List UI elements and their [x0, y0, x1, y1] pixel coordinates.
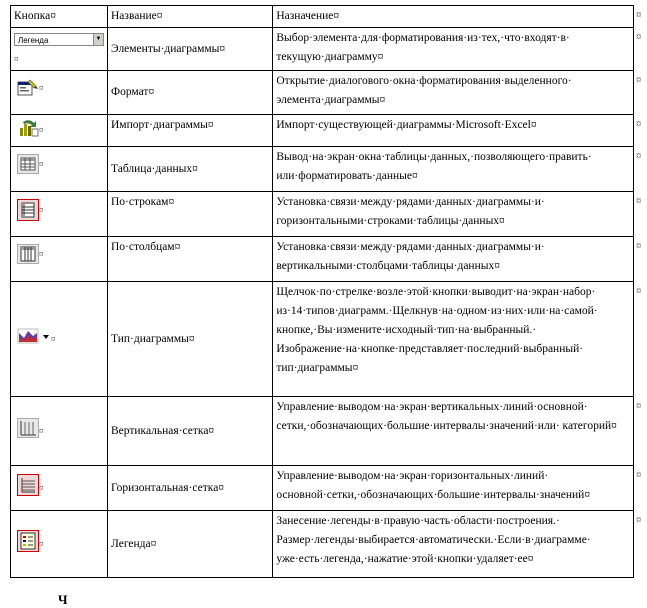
icon-cell: [11, 147, 108, 192]
table-row: [11, 237, 647, 282]
row-end-mark: ¤: [636, 118, 642, 130]
header-button: Кнопка¤: [11, 6, 108, 28]
row-end-mark: ¤: [636, 240, 642, 252]
button-name: Горизонтальная·сетка¤: [108, 466, 273, 511]
buttons-table: [10, 5, 647, 578]
table-row: [11, 71, 647, 115]
cell-mark: ¤: [51, 333, 56, 344]
icon-cell: [11, 192, 108, 237]
table-row: [11, 397, 647, 466]
icon-cell: [11, 71, 108, 115]
horizontal-grid-icon[interactable]: [17, 474, 39, 503]
button-purpose: Щелчок·по·стрелке·возле·этой·кнопки·выводит·на·экран·набор· из·14·типов·диаграмм.·Щелкнув·на·одном·из·них·или·на·самой· кнопке,·Вы·измените·исходный·тип·на·выбранный.· Изображение·на·кнопке·представляет·последний·выбранный· тип·диаграммы¤: [273, 282, 634, 397]
button-purpose: Открытие·диалогового·окна·форматирования·выделенного· элемента·диаграммы¤: [273, 71, 634, 115]
icon-cell: [11, 511, 108, 578]
row-end-mark: ¤: [636, 514, 642, 526]
chevron-down-icon: ▼: [93, 34, 103, 45]
button-name: Импорт·диаграммы¤: [108, 115, 273, 147]
icon-cell: [11, 237, 108, 282]
row-end-mark: ¤: [636, 285, 642, 297]
table-row: [11, 466, 647, 511]
cell-mark: ¤: [39, 205, 44, 216]
legend-icon[interactable]: [17, 530, 39, 559]
table-row: [11, 282, 647, 397]
button-purpose: Управление·выводом·на·экран·горизонтальных·линий· основной·сетки,·обозначающих·большие·интервалы·значений¤: [273, 466, 634, 511]
button-purpose: Занесение·легенды·в·правую·часть·области·построения.· Размер·легенды·выбирается·автоматически.·Если·в·диаграмме· уже·есть·легенда,·нажатие·этой·кнопки·удаляет·ее¤: [273, 511, 634, 578]
button-purpose: Управление·выводом·на·экран·вертикальных·линий·основной· сетки,·обозначающих·большие·интервалы·значений·или· категорий¤: [273, 397, 634, 466]
cell-mark: ¤: [39, 425, 44, 436]
icon-cell: [11, 466, 108, 511]
cell-mark: ¤: [39, 83, 44, 94]
import-chart-icon[interactable]: [17, 118, 39, 145]
cell-mark: ¤: [39, 159, 44, 170]
table-row: [11, 511, 647, 578]
button-name: Элементы·диаграммы¤: [108, 28, 273, 71]
by-columns-icon[interactable]: [17, 244, 39, 271]
cell-mark: ¤: [39, 482, 44, 493]
button-name: Легенда¤: [108, 511, 273, 578]
button-purpose: Выбор·элемента·для·форматирования·из·тех,·что·входят·в· текущую·диаграмму¤: [273, 28, 634, 71]
row-end-mark: ¤: [636, 31, 642, 43]
table-row: [11, 28, 647, 71]
cell-mark: ¤: [39, 125, 44, 136]
header-purpose: Назначение¤: [273, 6, 634, 28]
button-name: Вертикальная·сетка¤: [108, 397, 273, 466]
row-end-mark: ¤: [636, 195, 642, 207]
vertical-grid-icon[interactable]: [17, 418, 39, 445]
button-purpose: Установка·связи·между·рядами·данных·диаграммы·и· горизонтальными·строками·таблицы·данных¤: [273, 192, 634, 237]
icon-cell: [11, 115, 108, 147]
chart-type-icon[interactable]: [17, 327, 51, 352]
button-purpose: Установка·связи·между·рядами·данных·диаграммы·и· вертикальными·столбцами·таблицы·данных¤: [273, 237, 634, 282]
button-name: Таблица·данных¤: [108, 147, 273, 192]
cell-mark: ¤: [14, 54, 19, 64]
button-name: Тип·диаграммы¤: [108, 282, 273, 397]
cell-mark: ¤: [39, 249, 44, 260]
row-end-mark: ¤: [636, 469, 642, 481]
by-rows-icon[interactable]: [17, 199, 39, 228]
row-end-mark: ¤: [636, 150, 642, 162]
icon-cell: [11, 28, 108, 71]
chart-elements-select[interactable]: Легенда ▼: [14, 33, 104, 46]
footer-char: Ч: [58, 592, 68, 607]
table-row: [11, 147, 647, 192]
button-name: Формат¤: [108, 71, 273, 115]
cell-mark: ¤: [39, 538, 44, 549]
button-purpose: Импорт·существующей·диаграммы·Microsoft·Excel¤: [273, 115, 634, 147]
data-table-icon[interactable]: [17, 154, 39, 181]
table-row: [11, 115, 647, 147]
format-icon[interactable]: [17, 78, 39, 105]
button-purpose: Вывод·на·экран·окна·таблицы·данных,·позволяющего·править· или·форматировать·данные¤: [273, 147, 634, 192]
header-name: Название¤: [108, 6, 273, 28]
header-row: [11, 6, 647, 28]
row-end-mark: ¤: [636, 9, 642, 21]
button-name: По·строкам¤: [108, 192, 273, 237]
button-name: По·столбцам¤: [108, 237, 273, 282]
icon-cell: [11, 397, 108, 466]
row-end-mark: ¤: [636, 74, 642, 86]
table-row: [11, 192, 647, 237]
icon-cell: [11, 282, 108, 397]
row-end-mark: ¤: [636, 400, 642, 412]
